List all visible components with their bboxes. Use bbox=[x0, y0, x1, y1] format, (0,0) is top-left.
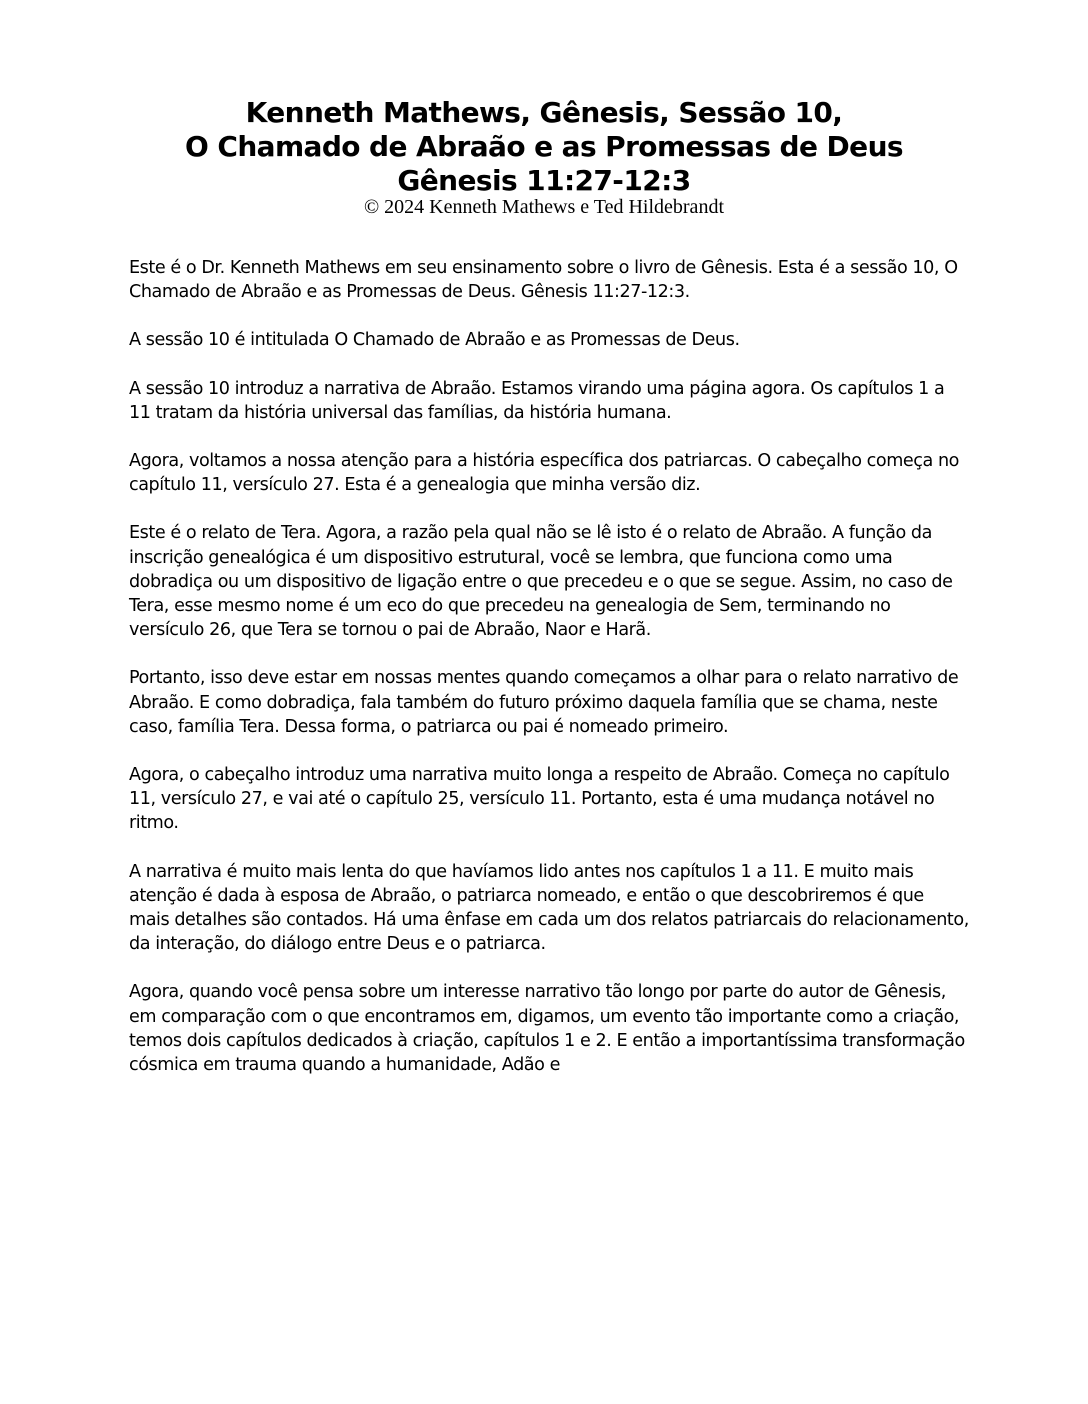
title-block bbox=[0, 96, 1088, 218]
document-title-line-2: O Chamado de Abraão e as Promessas de Deus bbox=[185, 130, 903, 163]
document-body bbox=[129, 256, 969, 1101]
paragraph: Este é o relato de Tera. Agora, a razão pela qual não se lê isto é o relato de Abraão. A função da inscrição genealógica é um dispositivo estrutural, você se lembra, que funciona como uma dobradiça ou um dispositivo de ligação entre o que precedeu e o que se segue. Assim, no caso de Tera, esse mesmo nome é um eco do que precedeu na genealogia de Sem, terminando no versículo 26, que Tera se tornou o pai de Abraão, Naor e Harã. bbox=[129, 523, 953, 641]
paragraph: Agora, voltamos a nossa atenção para a história específica dos patriarcas. O cabeçalho começa no capítulo 11, versículo 27. Esta é a genealogia que minha versão diz. bbox=[129, 451, 959, 496]
paragraph: Este é o Dr. Kenneth Mathews em seu ensinamento sobre o livro de Gênesis. Esta é a sessão 10, O Chamado de Abraão e as Promessas de Deus. Gênesis 11:27-12:3. bbox=[129, 258, 958, 303]
document-title-line-1: Kenneth Mathews, Gênesis, Sessão 10, bbox=[245, 96, 843, 129]
document-title-line-3: Gênesis 11:27-12:3 bbox=[397, 164, 691, 197]
copyright-notice: © 2024 Kenneth Mathews e Ted Hildebrandt bbox=[363, 196, 724, 218]
paragraph: A sessão 10 é intitulada O Chamado de Abraão e as Promessas de Deus. bbox=[129, 330, 740, 351]
paragraph: Portanto, isso deve estar em nossas mentes quando começamos a olhar para o relato narrativo de Abraão. E como dobradiça, fala também do futuro próximo daquela família que se chama, neste caso, família Tera. Dessa forma, o patriarca ou pai é nomeado primeiro. bbox=[129, 668, 959, 737]
paragraph: A narrativa é muito mais lenta do que havíamos lido antes nos capítulos 1 a 11. E muito mais atenção é dada à esposa de Abraão, o patriarca nomeado, e então o que descobriremos é que mais detalhes são contados. Há uma ênfase em cada um dos relatos patriarcais do relacionamento, da interação, do diálogo entre Deus e o patriarca. bbox=[129, 861, 969, 955]
paragraph: Agora, o cabeçalho introduz uma narrativa muito longa a respeito de Abraão. Começa no capítulo 11, versículo 27, e vai até o capítulo 25, versículo 11. Portanto, esta é uma mudança notável no ritmo. bbox=[129, 765, 950, 834]
paragraph: A sessão 10 introduz a narrativa de Abraão. Estamos virando uma página agora. Os capítulos 1 a 11 tratam da história universal das famílias, da história humana. bbox=[129, 378, 945, 423]
paragraph: Agora, quando você pensa sobre um interesse narrativo tão longo por parte do autor de Gênesis, em comparação com o que encontramos em, digamos, um evento tão importante como a criação, temos dois capítulos dedicados à criação, capítulos 1 e 2. E então a importantíssima transformação cósmica em trauma quando a humanidade, Adão e bbox=[129, 982, 965, 1076]
